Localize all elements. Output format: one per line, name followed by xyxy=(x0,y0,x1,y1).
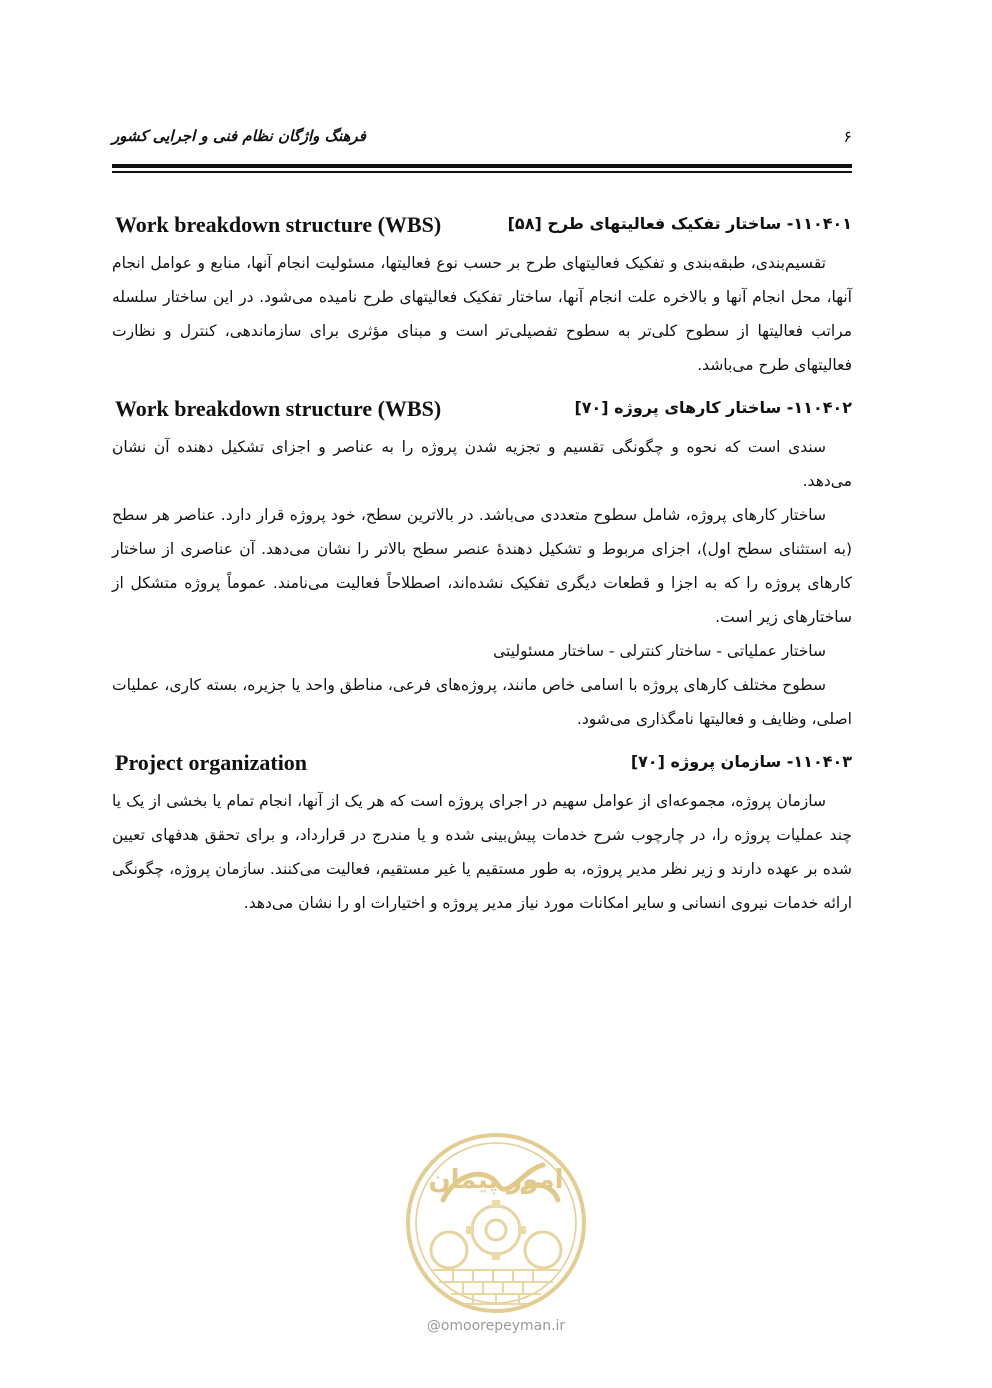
entry-heading xyxy=(112,394,852,430)
glossary-entry xyxy=(112,210,852,382)
entry-paragraph: ساختار کارهای پروژه، شامل سطوح متعددی می‌باشد. در بالاترین سطح، خود پروژه قرار دارد. عناصر هر سطح (به استثنای سطح اول)، اجزای مربوط و تشکیل دهندهٔ عنصر سطح بالاتر را نشان می‌دهد. آن عناصری از ساختار کارهای پروژه را که به اجزا و قطعات دیگری تفکیک نشده‌اند، اصطلاحاً فعالیت می‌نامند. عموماً پروژه متشکل از ساختارهای زیر است. xyxy=(112,506,852,626)
entry-title-fa: ۱۱۰۴۰۳- سازمان پروژه [۷۰] xyxy=(630,752,852,771)
entry-paragraph: تقسیم‌بندی، طبقه‌بندی و تفکیک فعالیتهای طرح بر حسب نوع فعالیتها، مسئولیت انجام آنها، منابع و عوامل انجام آنها، محل انجام آنها و بالاخره علت انجام آنها، ساختار تفکیک فعالیتهای طرح نامیده می‌شود. در این ساختار سلسله مراتب فعالیتها از سطوح کلی‌تر به سطوح تفصیلی‌تر است و مبنای مؤثری برای سازماندهی، کنترل و نظارت فعالیتهای طرح می‌باشد. xyxy=(112,254,852,374)
glossary-entry xyxy=(112,394,852,736)
entry-title-fa: ۱۱۰۴۰۲- ساختار کارهای پروژه [۷۰] xyxy=(574,398,852,417)
watermark-site: @omoorepeyman.ir xyxy=(426,1318,566,1334)
entry-title-fa: ۱۱۰۴۰۱- ساختار تفکیک فعالیتهای طرح [۵۸] xyxy=(507,214,852,233)
entry-paragraph: ساختار عملیاتی - ساختار کنترلی - ساختار مسئولیتی xyxy=(493,642,826,660)
entry-paragraph: سازمان پروژه، مجموعه‌ای از عوامل سهیم در اجرای پروژه است که هر یک از آنها، انجام تمام یا بخشی از یک یا چند عملیات پروژه را، در چارچوب شرح خدمات پیش‌بینی شده و یا مندرج در قرارداد، و برای تحقق هدفهای تعیین شده بر عهده دارند و زیر نظر مدیر پروژه، به طور مستقیم یا غیر مستقیم، فعالیت می‌کنند. سازمان پروژه، چگونگی ارائه خدمات نیروی انسانی و سایر امکانات مورد نیاز مدیر پروژه و اختیارات او را نشان می‌دهد. xyxy=(112,792,852,912)
watermark-logo-text: امور پیمان xyxy=(428,1165,564,1195)
entry-title-en: Work breakdown structure (WBS) xyxy=(115,212,442,237)
entry-paragraph: سطوح مختلف کارهای پروژه با اسامی خاص مانند، پروژه‌های فرعی، مناطق واحد یا جزیره، بسته کاری، عملیات اصلی، وظایف و فعالیتها نامگذاری می‌شود. xyxy=(112,676,852,728)
header-rule-thin xyxy=(112,171,852,173)
entry-paragraph: سندی است که نحوه و چگونگی تقسیم و تجزیه شدن پروژه را به عناصر و اجزای تشکیل دهنده آن نشان می‌دهد. xyxy=(112,438,852,490)
running-header xyxy=(112,127,852,151)
header-rule-thick xyxy=(112,164,852,168)
glossary-entry xyxy=(112,748,852,920)
watermark-logo xyxy=(403,1130,589,1316)
entry-title-en: Project organization xyxy=(115,750,308,775)
entry-heading xyxy=(112,210,852,246)
entry-heading xyxy=(112,748,852,784)
page-body xyxy=(112,210,852,926)
page-number: ۶ xyxy=(843,127,852,146)
book-title: فرهنگ واژگان نظام فنی و اجرایی کشور xyxy=(112,127,366,145)
entry-title-en: Work breakdown structure (WBS) xyxy=(115,396,442,421)
